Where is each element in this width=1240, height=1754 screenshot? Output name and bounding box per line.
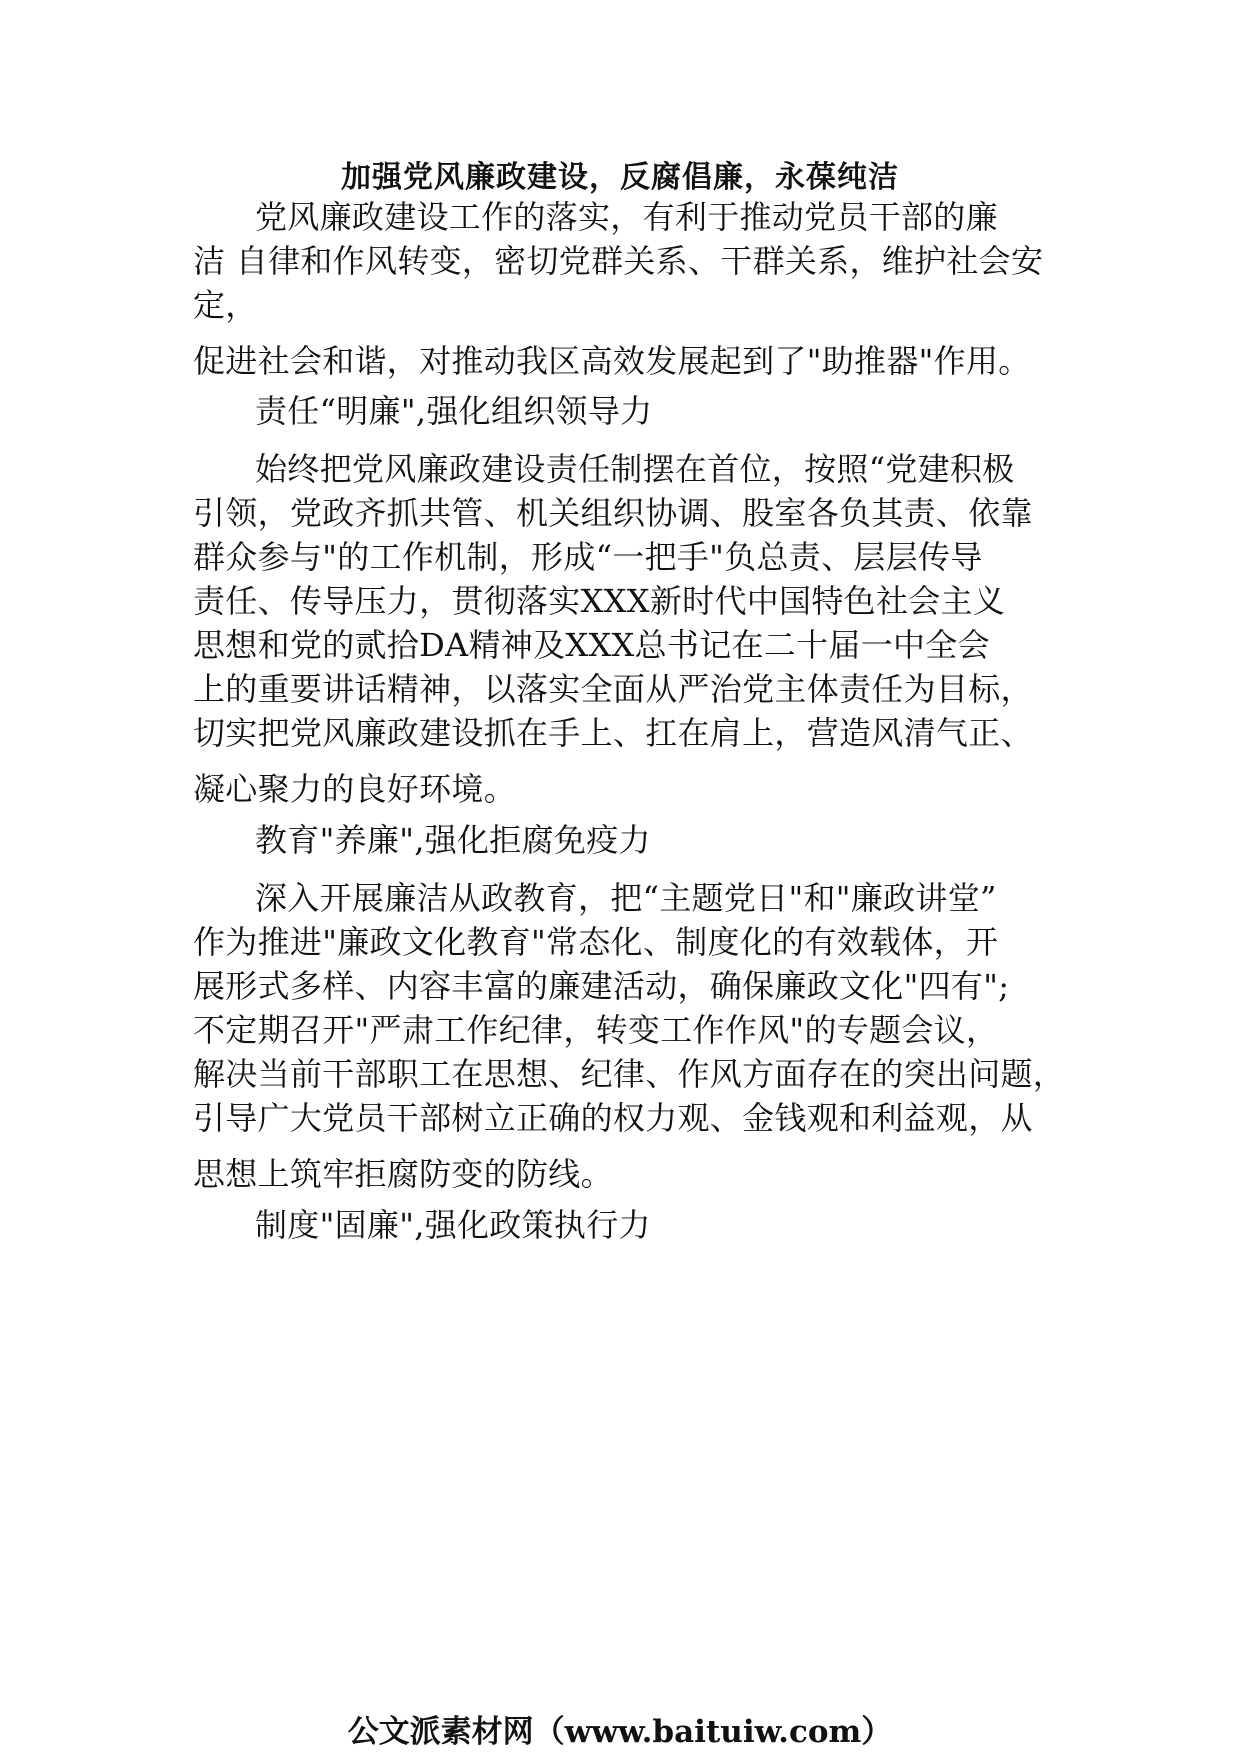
paragraph-2-line-2: 引领，党政齐抓共管、机关组织协调、股室各负其责、依靠: [193, 494, 1033, 532]
paragraph-2-line-5: 思想和党的贰拾DA精神及XXX总书记在二十届一中全会: [193, 626, 990, 664]
paragraph-2-line-3: 群众参与"的工作机制，形成“一把手"负总责、层层传导: [193, 538, 983, 576]
paragraph-3-line-2: 作为推进"廉政文化教育"常态化、制度化的有效载体，开: [193, 923, 999, 961]
paragraph-2-line-6: 上的重要讲话精神，以落实全面从严治党主体责任为目标，: [193, 670, 1033, 708]
paragraph-1-line-2: 洁 自律和作风转变，密切党群关系、干群关系，维护社会安: [193, 242, 1044, 280]
section-heading-education: 教育"养廉",强化拒腐免疫力: [255, 821, 651, 859]
paragraph-3-line-1: 深入开展廉洁从政教育，把“主题党日"和"廉政讲堂”: [255, 879, 997, 917]
paragraph-1-line-3: 定，: [193, 286, 258, 324]
paragraph-1-line-1: 党风廉政建设工作的落实，有利于推动党员干部的廉: [255, 198, 998, 236]
section-heading-system: 制度"固廉",强化政策执行力: [255, 1206, 651, 1244]
paragraph-2-line-7: 切实把党风廉政建设抓在手上、扛在肩上，营造风清气正、: [193, 714, 1033, 752]
section-heading-responsibility: 责任“明廉",强化组织领导力: [255, 392, 653, 430]
paragraph-3-line-3: 展形式多样、内容丰富的廉建活动，确保廉政文化"四有";: [193, 967, 1010, 1005]
document-title: 加强党风廉政建设，反腐倡廉，永葆纯洁: [341, 160, 899, 195]
paragraph-3-line-4: 不定期召开"严肃工作纪律，转变工作作风"的专题会议，: [193, 1011, 999, 1049]
paragraph-2-line-1: 始终把党风廉政建设责任制摆在首位，按照“党建积极: [255, 450, 1015, 488]
paragraph-2-line-8: 凝心聚力的良好环境。: [193, 770, 517, 808]
paragraph-3-line-5: 解决当前干部职工在思想、纪律、作风方面存在的突出问题，: [193, 1055, 1066, 1093]
paragraph-3-line-6: 引导广大党员干部树立正确的权力观、金钱观和利益观，从: [193, 1099, 1033, 1137]
footer-source: 公文派素材网（www.baituiw.com）: [347, 1714, 893, 1750]
paragraph-2-line-4: 责任、传导压力，贯彻落实XXX新时代中国特色社会主义: [193, 582, 1006, 620]
paragraph-3-line-7: 思想上筑牢拒腐防变的防线。: [193, 1155, 613, 1193]
paragraph-1-line-4: 促进社会和谐，对推动我区高效发展起到了"助推器"作用。: [193, 342, 1031, 380]
